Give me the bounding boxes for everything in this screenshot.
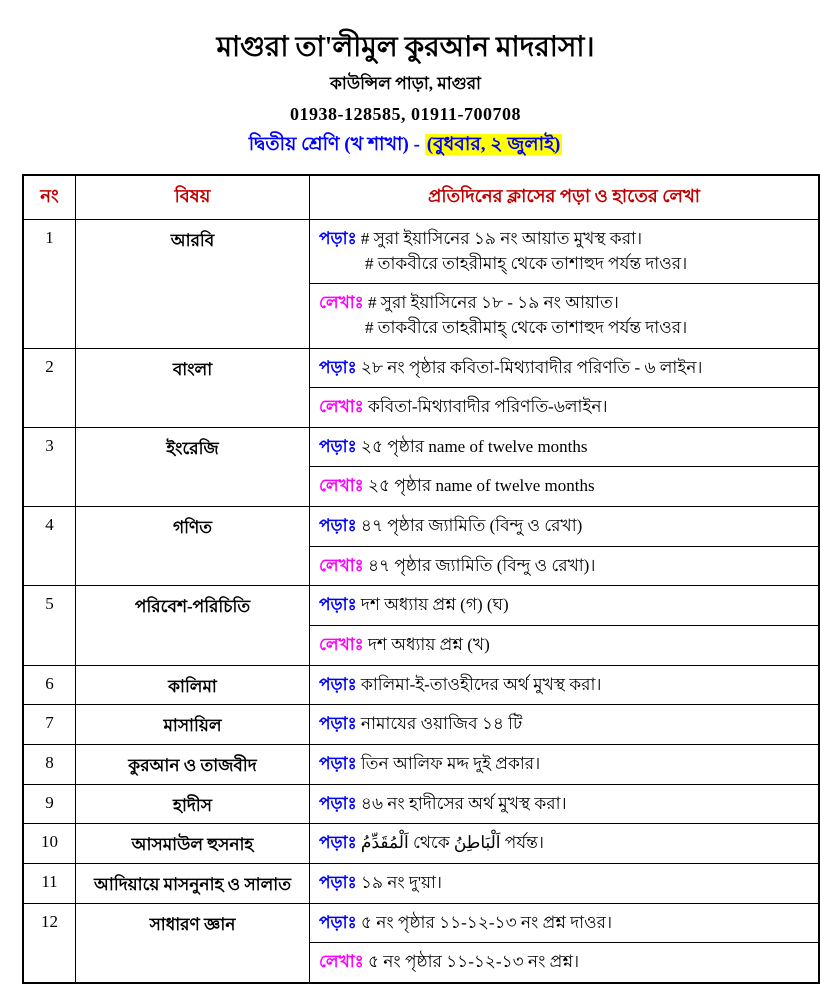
table-row (23, 427, 819, 467)
lesson-text: ২৮ নং পৃষ্ঠার কবিতা-মিথ্যাবাদীর পরিণতি - ৬ লাইন। (360, 357, 703, 377)
class-section-label: দ্বিতীয় শ্রেণি (খ শাখা) - (248, 134, 425, 155)
lesson-cell (310, 388, 820, 428)
lesson-text: তিন আলিফ মদ্দ দুই প্রকার। (360, 753, 541, 773)
lekha-label: লেখাঃ (319, 952, 364, 972)
pora-label: পড়াঃ (319, 793, 357, 813)
lesson-cell (310, 863, 820, 903)
table-row (23, 348, 819, 388)
table-row (23, 507, 819, 547)
lesson-cell (310, 744, 820, 784)
row-number: 6 (23, 665, 76, 705)
lesson-text: দশ অধ্যায় প্রশ্ন (খ) (367, 635, 490, 655)
date-highlight: (বুধবার, ২ জুলাই) (426, 134, 561, 155)
lesson-cell (310, 705, 820, 745)
row-number: 5 (23, 586, 76, 665)
pora-label: পড়াঃ (319, 357, 357, 377)
lesson-text: # সুরা ইয়াসিনের ১৮ - ১৯ নং আয়াত। (367, 293, 619, 313)
lekha-label: লেখাঃ (319, 635, 364, 655)
lesson-text: ১৯ নং দু'য়া। (360, 872, 442, 892)
lesson-text: # তাকবীরে তাহরীমাহ্ থেকে তাশাহুদ পর্যন্ত দাওর। (365, 317, 688, 337)
table-body (23, 220, 819, 983)
row-number: 4 (23, 507, 76, 586)
table-row (23, 824, 819, 864)
school-name: মাগুরা তা'লীমুল কুরআন মাদরাসা। (216, 32, 595, 63)
lesson-cell (310, 903, 820, 943)
subject-name: বাংলা (76, 348, 310, 427)
subject-name: আরবি (76, 220, 310, 349)
pora-label: পড়াঃ (319, 833, 357, 853)
lesson-line (319, 633, 812, 658)
row-number: 7 (23, 705, 76, 745)
column-header-lessons: প্রতিদিনের ক্লাসের পড়া ও হাতের লেখা (310, 175, 820, 220)
lesson-cell (310, 784, 820, 824)
lesson-text: ২৫ পৃষ্ঠার name of twelve months (367, 476, 595, 496)
row-number: 11 (23, 863, 76, 903)
subject-name: সাধারণ জ্ঞান (76, 903, 310, 983)
lesson-text: ৪৭ পৃষ্ঠার জ্যামিতি (বিন্দু ও রেখা) (360, 516, 583, 536)
lesson-text: ৪৬ নং হাদীসের অর্থ মুখস্থ করা। (360, 793, 567, 813)
pora-label: পড়াঃ (319, 872, 357, 892)
lesson-text: ৫ নং পৃষ্ঠার ১১-১২-১৩ নং প্রশ্ন। (367, 952, 580, 972)
lesson-text: নামাযের ওয়াজিব ১৪ টি (360, 714, 523, 734)
row-number: 1 (23, 220, 76, 349)
lesson-line (319, 911, 812, 936)
lesson-line (319, 514, 812, 539)
subject-name: গণিত (76, 507, 310, 586)
lesson-cell (310, 586, 820, 626)
lesson-text: কালিমা-ই-তাওহীদের অর্থ মুখস্থ করা। (360, 674, 602, 694)
lesson-text: اَلْمُقَدِّمُ থেকে اَلْبَاطِنُ পর্যন্ত। (360, 833, 544, 853)
table-row (23, 705, 819, 745)
phone-numbers: 01938-128585, 01911-700708 (290, 104, 521, 124)
subject-name: পরিবেশ-পরিচিতি (76, 586, 310, 665)
pora-label: পড়াঃ (319, 436, 357, 456)
lesson-line (319, 227, 812, 252)
pora-label: পড়াঃ (319, 516, 357, 536)
pora-label: পড়াঃ (319, 753, 357, 773)
lesson-cell (310, 467, 820, 507)
subject-name: কালিমা (76, 665, 310, 705)
lesson-line (319, 474, 812, 499)
lesson-line (319, 252, 812, 277)
lesson-cell (310, 507, 820, 547)
lesson-cell (310, 824, 820, 864)
table-row (23, 903, 819, 943)
pora-label: পড়াঃ (319, 229, 357, 248)
lesson-line (319, 831, 812, 856)
row-number: 10 (23, 824, 76, 864)
lesson-line (319, 435, 812, 460)
subject-name: ইংরেজি (76, 427, 310, 506)
lesson-cell (310, 626, 820, 666)
lesson-text: দশ অধ্যায় প্রশ্ন (গ) (ঘ) (360, 595, 509, 615)
lekha-label: লেখাঃ (319, 476, 364, 496)
table-header-row (23, 175, 819, 220)
lesson-line (319, 395, 812, 420)
lesson-line (319, 950, 812, 975)
lesson-cell (310, 220, 820, 284)
document-header (0, 30, 811, 162)
row-number: 12 (23, 903, 76, 983)
lesson-line (319, 712, 812, 737)
lesson-line (319, 593, 812, 618)
subject-name: আদিয়ায়ে মাসনুনাহ ও সালাত (76, 863, 310, 903)
row-number: 2 (23, 348, 76, 427)
lekha-label: লেখাঃ (319, 555, 364, 575)
table-row (23, 744, 819, 784)
lesson-text: # তাকবীরে তাহরীমাহ্ থেকে তাশাহুদ পর্যন্ত দাওর। (365, 253, 688, 273)
lesson-line (319, 752, 812, 777)
lesson-cell (310, 665, 820, 705)
lesson-line (319, 356, 812, 381)
lesson-text: ৫ নং পৃষ্ঠার ১১-১২-১৩ নং প্রশ্ন দাওর। (360, 912, 613, 932)
row-number: 3 (23, 427, 76, 506)
table-row (23, 863, 819, 903)
lesson-line (319, 316, 812, 341)
subject-name: আসমাউল হুসনাহ (76, 824, 310, 864)
school-address: কাউন্সিল পাড়া, মাগুরা (330, 74, 481, 93)
lesson-cell (310, 427, 820, 467)
table-row (23, 220, 819, 284)
table-row (23, 665, 819, 705)
pora-label: পড়াঃ (319, 912, 357, 932)
table-row (23, 586, 819, 626)
column-header-number: নং (23, 175, 76, 220)
lesson-line (319, 554, 812, 579)
pora-label: পড়াঃ (319, 595, 357, 615)
class-and-date-line (0, 130, 811, 162)
table-header (23, 175, 819, 220)
lesson-text: ২৫ পৃষ্ঠার name of twelve months (360, 436, 588, 456)
lesson-cell (310, 546, 820, 586)
lesson-cell (310, 348, 820, 388)
lekha-label: লেখাঃ (319, 293, 364, 313)
pora-label: পড়াঃ (319, 674, 357, 694)
row-number: 9 (23, 784, 76, 824)
lesson-line (319, 792, 812, 817)
lesson-line (319, 291, 812, 316)
lesson-schedule-table (22, 174, 820, 984)
table-row (23, 784, 819, 824)
lesson-line (319, 871, 812, 896)
lesson-text: ৪৭ পৃষ্ঠার জ্যামিতি (বিন্দু ও রেখা)। (367, 555, 596, 575)
lekha-label: লেখাঃ (319, 397, 364, 417)
lesson-cell (310, 284, 820, 348)
subject-name: হাদীস (76, 784, 310, 824)
lesson-text: # সুরা ইয়াসিনের ১৯ নং আয়াত মুখস্থ করা। (360, 229, 643, 248)
subject-name: কুরআন ও তাজবীদ (76, 744, 310, 784)
lesson-line (319, 673, 812, 698)
column-header-subject: বিষয় (76, 175, 310, 220)
subject-name: মাসায়িল (76, 705, 310, 745)
pora-label: পড়াঃ (319, 714, 357, 734)
row-number: 8 (23, 744, 76, 784)
lesson-text: কবিতা-মিথ্যাবাদীর পরিণতি-৬লাইন। (367, 397, 608, 417)
lesson-cell (310, 943, 820, 983)
